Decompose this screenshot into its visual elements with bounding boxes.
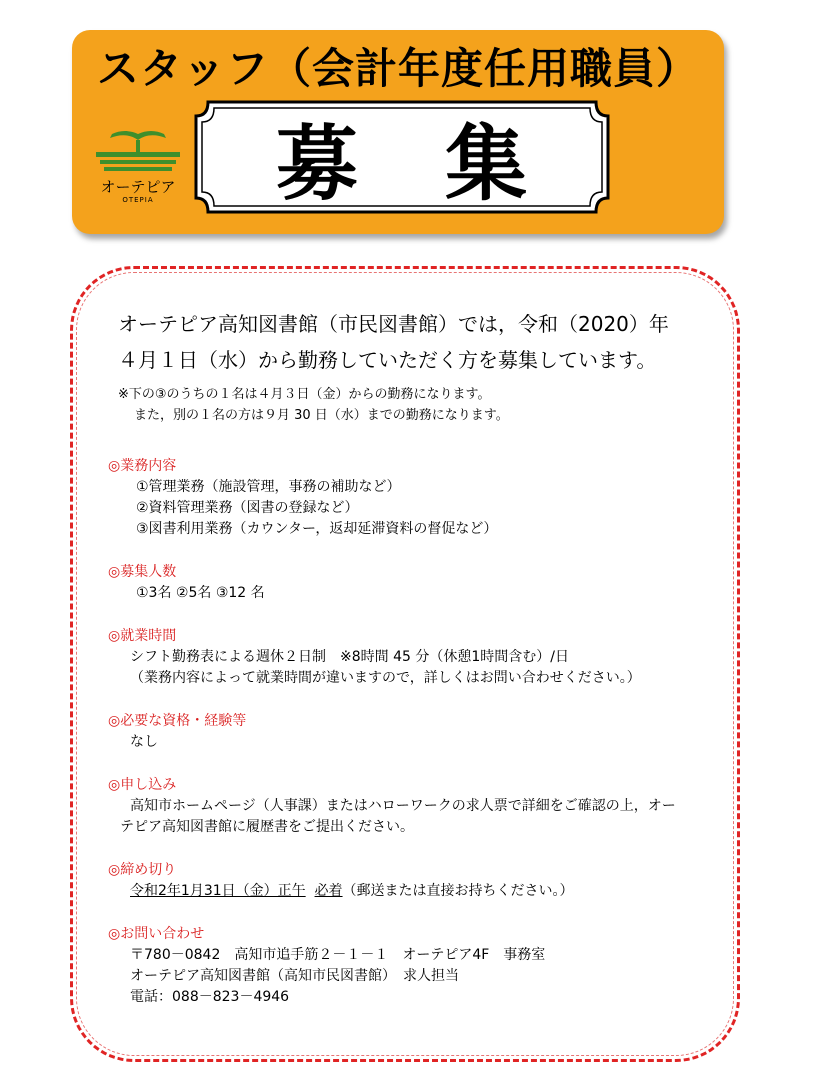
headline (190, 96, 614, 218)
intro-text (118, 306, 718, 378)
headline-char-2: 集 (445, 116, 529, 212)
section-application (108, 775, 676, 838)
logo-subtitle: OTEPIA (122, 196, 154, 204)
hours-line-1: シフト勤務表による週休２日制 ※8時間 45 分（休憩1時間含む）/日 (130, 649, 569, 665)
section-hours (108, 626, 641, 689)
note-line-2: また，別の１名の方は９月 30 日（水）までの勤務になります。 (134, 408, 509, 423)
logo-name: オーテピア (100, 178, 176, 196)
banner-title: スタッフ（会計年度任用職員） (96, 44, 699, 93)
deadline-must: 必着 (314, 883, 343, 899)
headcount-heading: ◎募集人数 (108, 564, 177, 580)
deadline-note: （郵送または直接お持ちください。） (342, 883, 574, 899)
duty-item-1: ①管理業務（施設管理，事務の補助など） (136, 479, 401, 495)
section-deadline (108, 860, 574, 902)
deadline-heading: ◎締め切り (108, 862, 177, 878)
duties-heading: ◎業務内容 (108, 458, 177, 474)
qualifications-heading: ◎必要な資格・経験等 (108, 713, 247, 729)
section-headcount (108, 562, 265, 604)
section-qualifications (108, 711, 246, 753)
deadline-date: 令和2年1月31日（金）正午 (130, 883, 306, 899)
header-banner (72, 30, 724, 234)
duty-item-3: ③図書利用業務（カウンター，返却延滞資料の督促など） (136, 521, 498, 537)
hours-heading: ◎就業時間 (108, 628, 177, 644)
hours-line-2: （業務内容によって就業時間が違いますので，詳しくはお問い合わせください。） (130, 670, 641, 686)
contact-heading: ◎お問い合わせ (108, 926, 205, 942)
duty-item-2: ②資料管理業務（図書の登録など） (136, 500, 359, 516)
otepia-logo (90, 128, 186, 214)
application-heading: ◎申し込み (108, 777, 177, 793)
book-tree-logo-icon (90, 128, 186, 176)
contact-address: 〒780－0842 高知市追手筋２－１－１ オーテピア4F 事務室 (130, 947, 546, 963)
qualifications-text: なし (130, 734, 158, 750)
application-line-2: テピア高知図書館に履歴書をご提出ください。 (120, 819, 414, 835)
contact-phone: 電話：088－823－4946 (130, 989, 290, 1005)
headcount-text: ①3名 ②5名 ③12 名 (136, 585, 265, 601)
intro-line-2: ４月１日（水）から勤務していただく方を募集しています。 (118, 348, 657, 372)
notes (118, 384, 509, 426)
section-contact (108, 924, 545, 1008)
intro-line-1: オーテピア高知図書館（市民図書館）では，令和（2020）年 (118, 312, 669, 336)
headline-char-1: 募 (275, 116, 359, 212)
contact-org: オーテピア高知図書館（高知市民図書館） 求人担当 (130, 968, 459, 984)
application-line-1: 高知市ホームページ（人事課）またはハローワークの求人票で詳細をご確認の上，オー (130, 798, 676, 814)
note-line-1: ※下の③のうちの１名は４月３日（金）からの勤務になります。 (118, 387, 491, 402)
section-duties (108, 456, 497, 540)
